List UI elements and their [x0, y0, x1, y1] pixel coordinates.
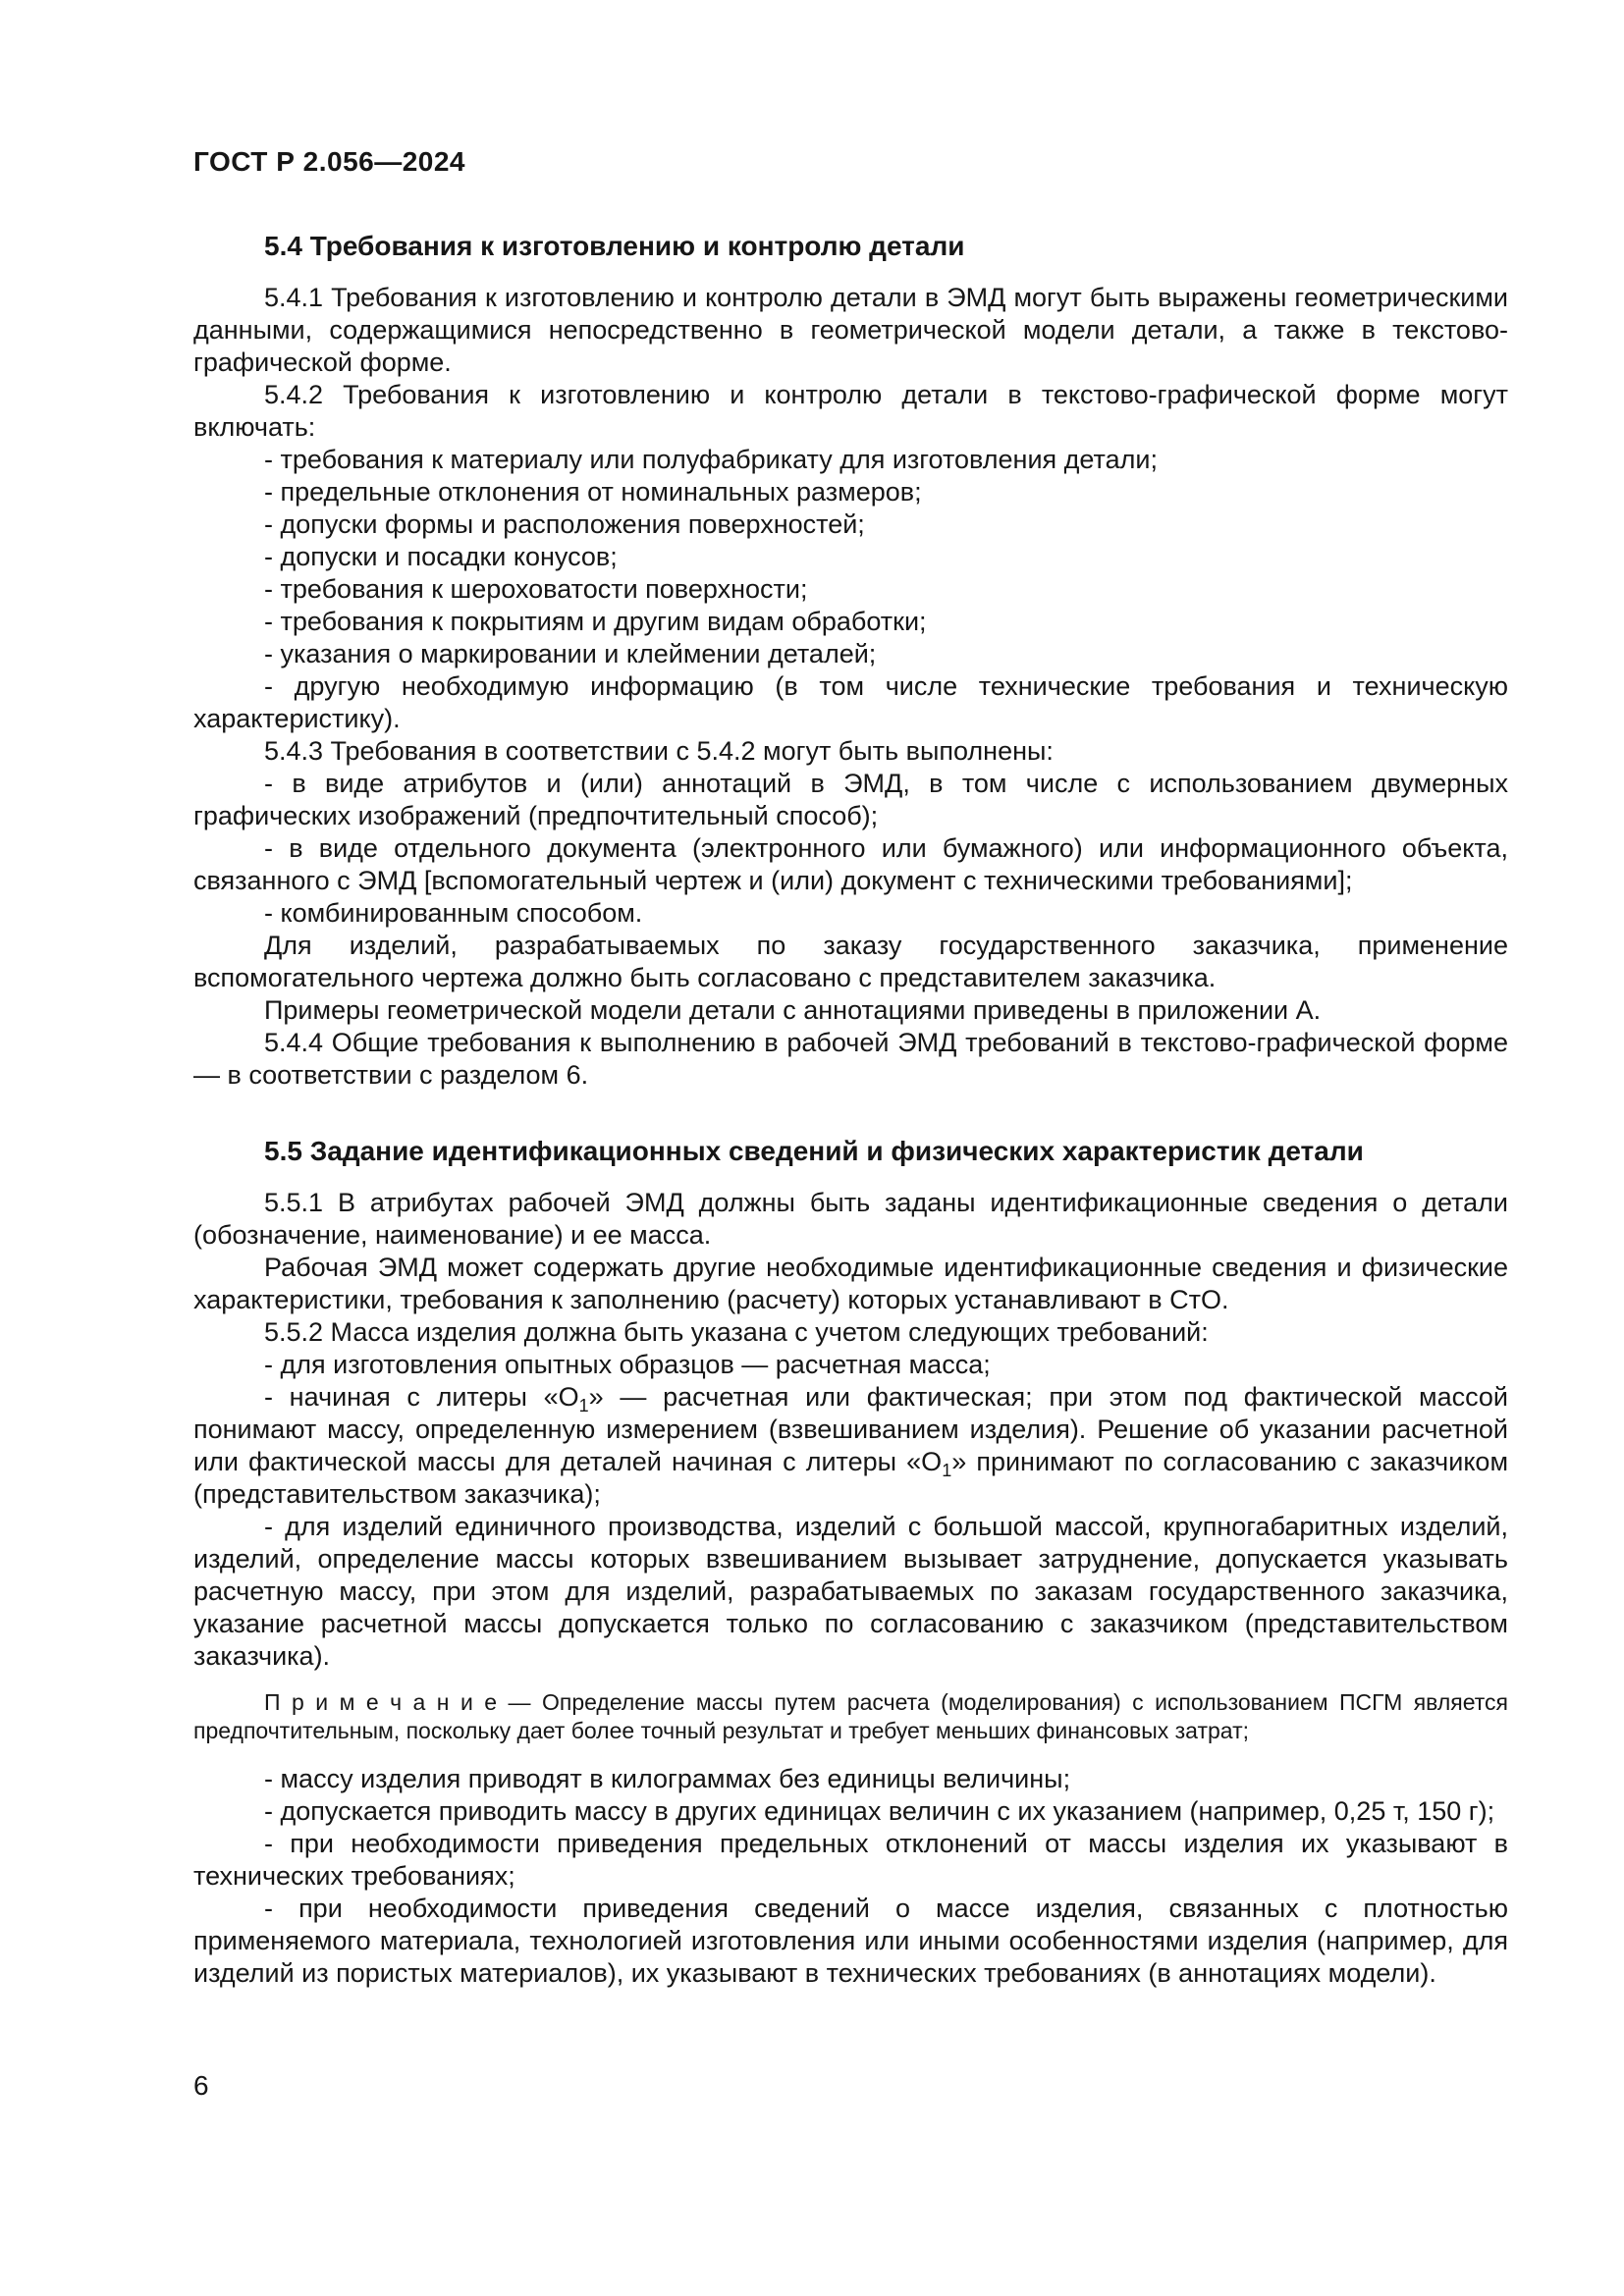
- section-5-5-heading: 5.5 Задание идентификационных сведений и физических характеристик детали: [264, 1136, 1364, 1166]
- list-item-5-5-2-prototype-mass: - для изготовления опытных образцов — расчетная масса;: [264, 1350, 991, 1379]
- list-item-5-5-2-letter-o1: [193, 1381, 1508, 1511]
- text-segment: » — расчетная или фактическая; при этом под фактической массой понимают массу, определенную измерением (взвешиванием изделия). Решение об указании расчетной или фактической массы для деталей начиная с литеры «О: [193, 1382, 1508, 1476]
- list-item-5-4-3-separate-document: - в виде отдельного документа (электронного или бумажного) или информационного объекта, связанного с ЭМД [вспомогательный чертеж и (или) документ с техническими требованиями];: [193, 833, 1508, 895]
- list-item-5-4-2-cones: - допуски и посадки конусов;: [264, 542, 618, 571]
- section-5-4-heading: 5.4 Требования к изготовлению и контролю детали: [264, 231, 965, 261]
- paragraph-gov-customer: Для изделий, разрабатываемых по заказу государственного заказчика, применение вспомогательного чертежа должно быть согласовано с представителем заказчика.: [193, 931, 1508, 992]
- paragraph-5-4-1: 5.4.1 Требования к изготовлению и контролю детали в ЭМД могут быть выражены геометрическими данными, содержащимися непосредственно в геометрической модели детали, а также в текстово-графической форме.: [193, 283, 1508, 377]
- list-item-mass-density: - при необходимости приведения сведений о массе изделия, связанных с плотностью применяемого материала, технологией изготовления или иными особенностями изделия (например, для изделий из пористых материалов), их указывают в технических требованиях (в аннотациях модели).: [193, 1894, 1508, 1988]
- page-number: 6: [193, 2070, 209, 2101]
- list-item-5-4-2-coatings: - требования к покрытиям и другим видам обработки;: [264, 607, 927, 636]
- document-designation: ГОСТ Р 2.056—2024: [193, 146, 466, 177]
- paragraph-5-5-2: 5.5.2 Масса изделия должна быть указана с учетом следующих требований:: [264, 1317, 1209, 1347]
- list-item-mass-kilograms: - массу изделия приводят в килограммах без единицы величины;: [264, 1764, 1071, 1793]
- subscript: 1: [942, 1461, 952, 1480]
- list-item-5-4-2-other-info: - другую необходимую информацию (в том числе технические требования и техническую характеристику).: [193, 671, 1508, 733]
- paragraph-5-4-2: 5.4.2 Требования к изготовлению и контролю детали в текстово-графической форме могут включать:: [193, 380, 1508, 442]
- list-item-5-4-3-attributes: - в виде атрибутов и (или) аннотаций в ЭМД, в том числе с использованием двумерных графических изображений (предпочтительный способ);: [193, 769, 1508, 830]
- list-item-5-4-2-marking: - указания о маркировании и клеймении деталей;: [264, 639, 877, 668]
- list-item-5-4-2-deviations: - предельные отклонения от номинальных размеров;: [264, 477, 922, 507]
- list-item-5-4-2-roughness: - требования к шероховатости поверхности;: [264, 574, 808, 604]
- document-content: [193, 187, 1508, 1990]
- list-item-5-4-3-combined: - комбинированным способом.: [264, 898, 643, 928]
- paragraph-5-4-4: 5.4.4 Общие требования к выполнению в рабочей ЭМД требований в текстово-графической форме — в соответствии с разделом 6.: [193, 1028, 1508, 1090]
- text-segment: - начиная с литеры «О: [264, 1382, 579, 1412]
- paragraph-examples-annex-a: Примеры геометрической модели детали с аннотациями приведены в приложении А.: [264, 995, 1322, 1025]
- list-item-5-4-2-tolerances: - допуски формы и расположения поверхностей;: [264, 509, 865, 539]
- subscript: 1: [578, 1396, 589, 1415]
- paragraph-5-4-3: 5.4.3 Требования в соответствии с 5.4.2 могут быть выполнены:: [264, 736, 1054, 766]
- list-item-5-5-2-single-production: - для изделий единичного производства, изделий с большой массой, крупногабаритных изделий, изделий, определение массы которых взвешиванием вызывает затруднение, допускается указывать расчетную массу, при этом для изделий, разрабатываемых по заказам государственного заказчика, указание расчетной массы допускается только по согласованию с заказчиком (представительством заказчика).: [193, 1512, 1508, 1671]
- list-item-mass-other-units: - допускается приводить массу в других единицах величин с их указанием (например, 0,25 т, 150 г);: [264, 1796, 1495, 1826]
- list-item-5-4-2-material: - требования к материалу или полуфабрикату для изготовления детали;: [264, 445, 1158, 474]
- list-item-mass-deviations: - при необходимости приведения предельных отклонений от массы изделия их указывают в технических требованиях;: [193, 1829, 1508, 1891]
- paragraph-5-5-1: 5.5.1 В атрибутах рабочей ЭМД должны быть заданы идентификационные сведения о детали (обозначение, наименование) и ее масса.: [193, 1188, 1508, 1250]
- paragraph-5-5-1-continued: Рабочая ЭМД может содержать другие необходимые идентификационные сведения и физические характеристики, требования к заполнению (расчету) которых устанавливают в СтО.: [193, 1253, 1508, 1314]
- text-segment: » принимают по согласованию с заказчиком (представительством заказчика);: [193, 1447, 1509, 1509]
- note-paragraph: П р и м е ч а н и е — Определение массы путем расчета (моделирования) с использованием ПСГМ является предпочтительным, поскольку дает более точный результат и требует меньших финансовых затрат;: [193, 1689, 1508, 1743]
